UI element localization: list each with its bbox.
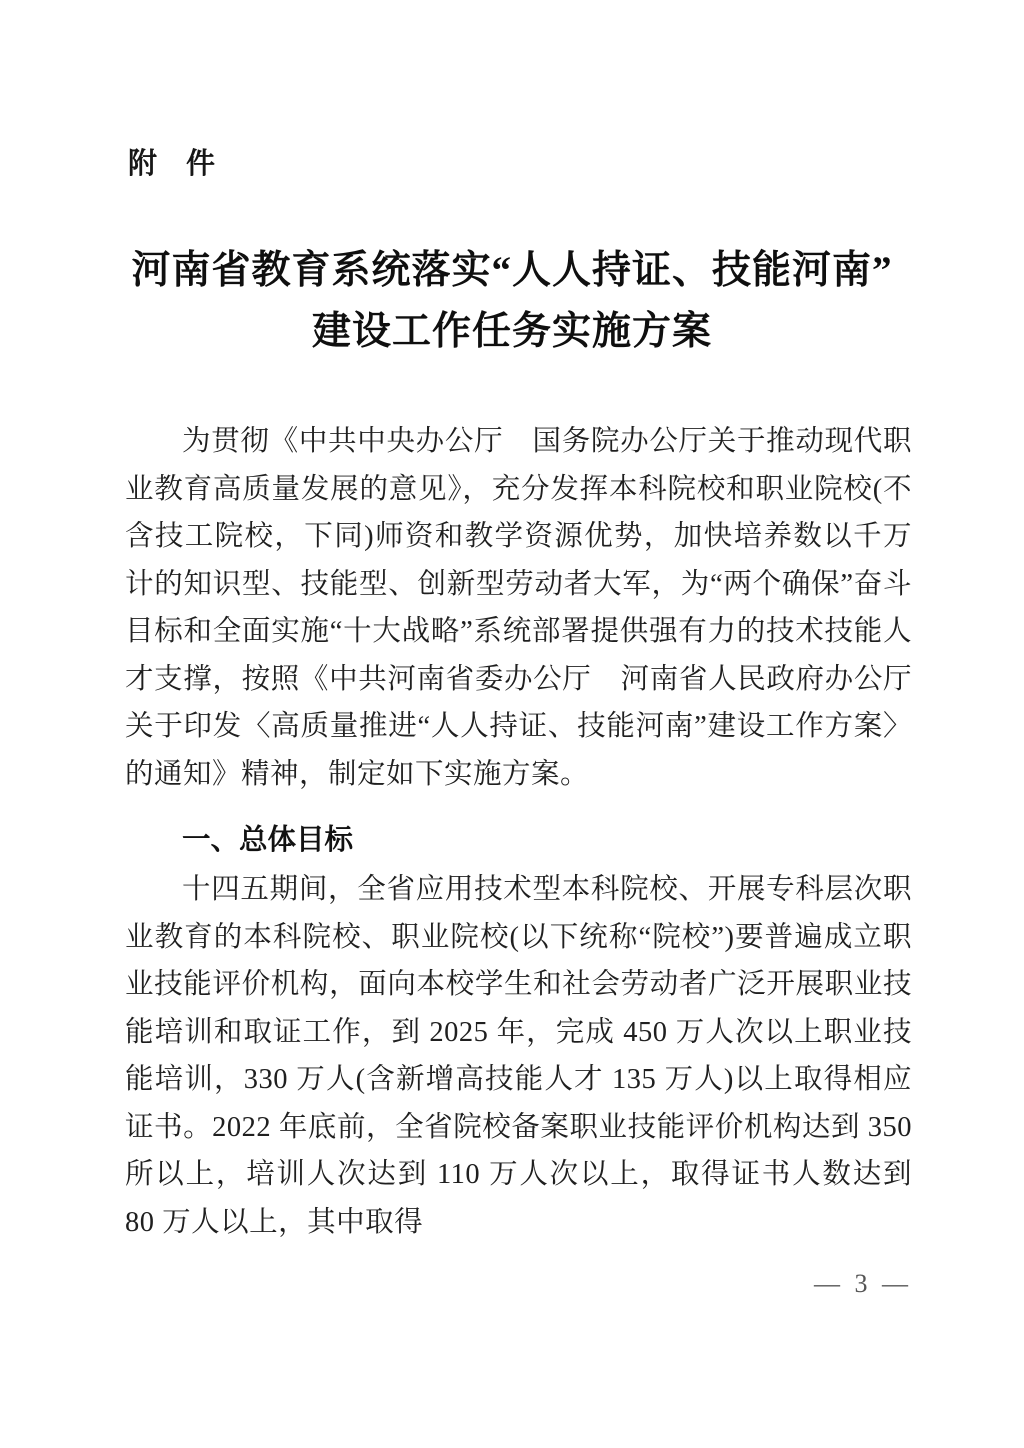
paragraph-intro: 为贯彻《中共中央办公厅 国务院办公厅关于推动现代职业教育高质量发展的意见》，充分发挥本科院校和职业院校(不含技工院校，下同)师资和教学资源优势，加快培养数以千万计的知识型、技能型、创新型劳动者大军，为“两个确保”奋斗目标和全面实施“十大战略”系统部署提供强有力的技术技能人才支撑，按照《中共河南省委办公厅 河南省人民政府办公厅关于印发〈高质量推进“人人持证、技能河南”建设工作方案〉的通知》精神，制定如下实施方案。 [125,426,912,790]
document-title-line-1: 河南省教育系统落实“人人持证、技能河南” [131,249,893,292]
paragraph-overall-goals: 十四五期间，全省应用技术型本科院校、开展专科层次职业教育的本科院校、职业院校(以下统称“院校”)要普遍成立职业技能评价机构，面向本校学生和社会劳动者广泛开展职业技能培训和取证工作，到 2025 年，完成 450 万人次以上职业技能培训，330 万人(含新增高技能人才 135 万人)以上取得相应证书。2022 年底前，全省院校备案职业技能评价机构达到 350 所以上，培训人次达到 110 万人次以上，取得证书人数达到 80 万人以上，其中取得 [125,874,912,1238]
section-heading-overall-goals: 一、总体目标 [182,824,354,856]
document-title [0,240,1024,362]
page-number: — 3 — [814,1269,912,1298]
attachment-label: 附 件 [128,148,216,180]
document-title-line-2: 建设工作任务实施方案 [311,310,712,353]
